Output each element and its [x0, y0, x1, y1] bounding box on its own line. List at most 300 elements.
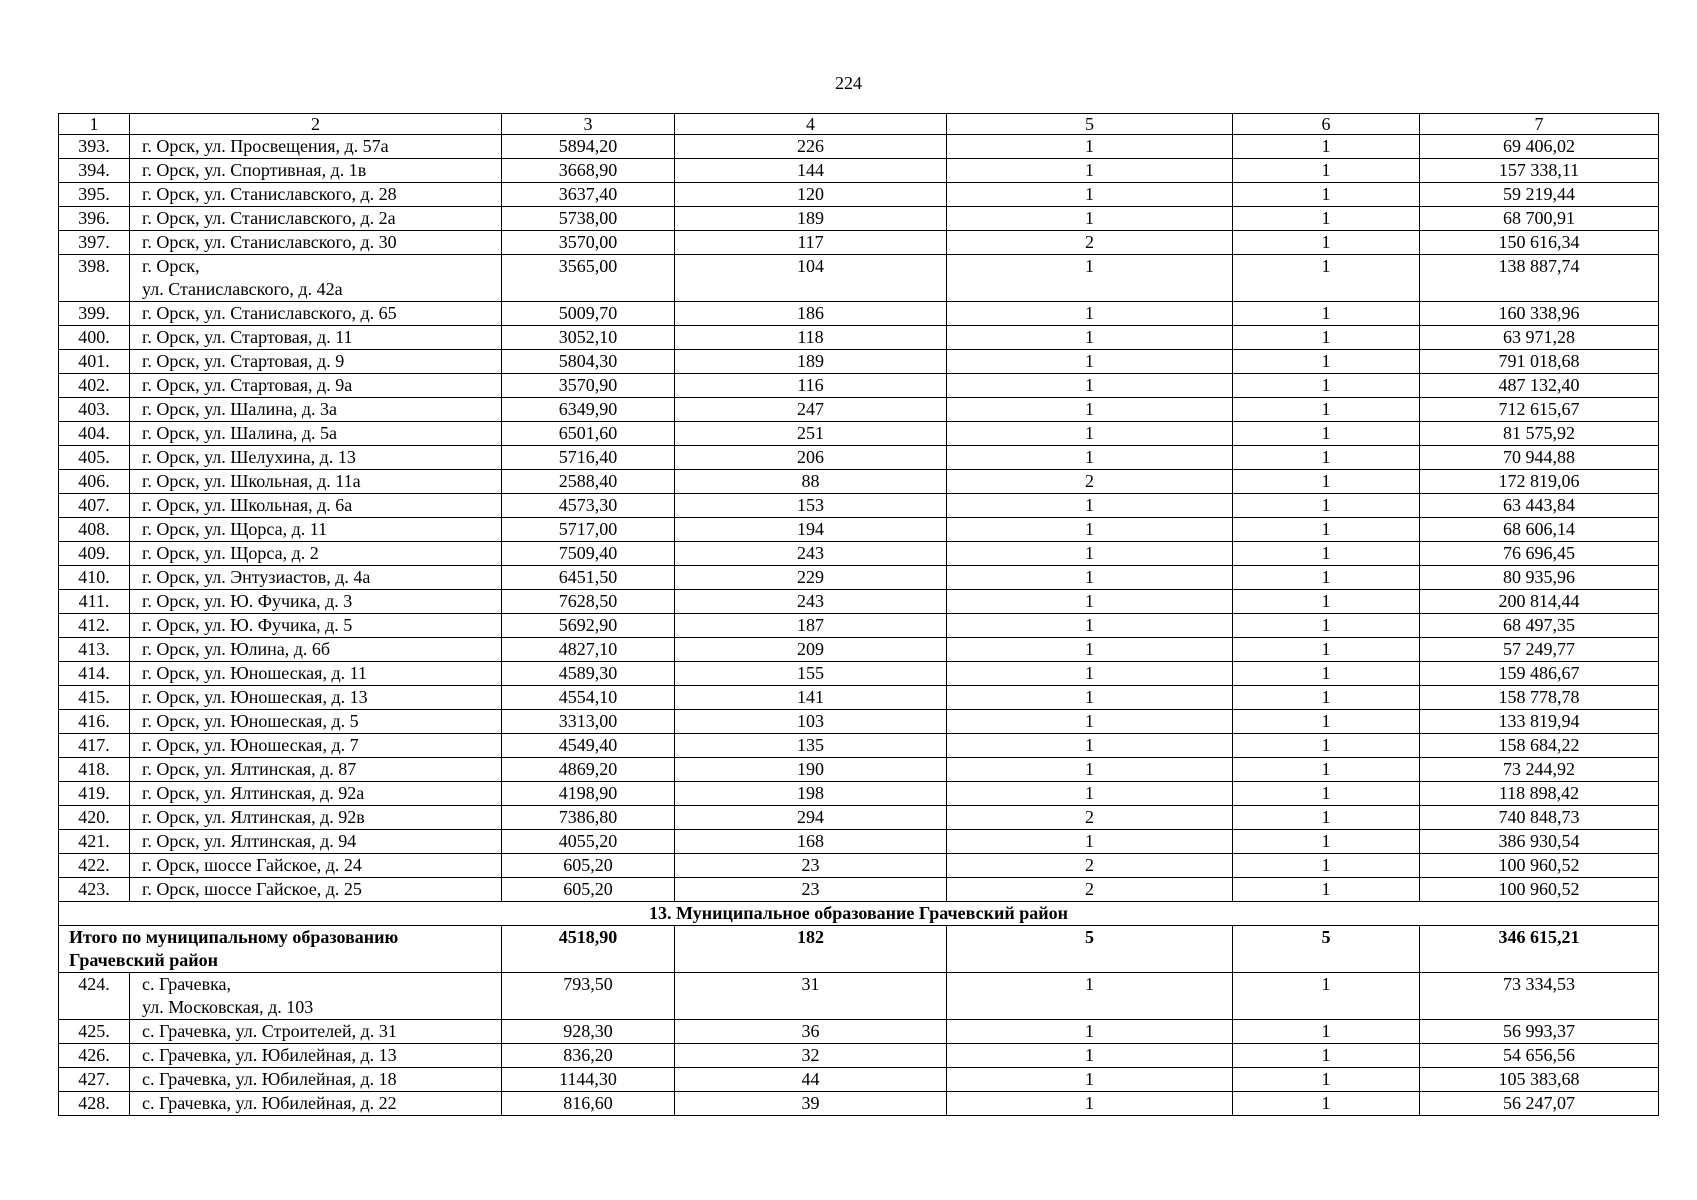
table-row — [59, 758, 1659, 782]
count-cell: 1 — [1233, 734, 1420, 758]
area-cell: 6501,60 — [502, 422, 675, 446]
area-cell: 5716,40 — [502, 446, 675, 470]
count-cell: 1 — [1233, 398, 1420, 422]
count-cell: 1 — [947, 350, 1233, 374]
count-cell: 1 — [947, 614, 1233, 638]
count-cell: 1 — [1233, 422, 1420, 446]
count-cell: 1 — [1233, 1044, 1420, 1068]
residents-cell: 23 — [675, 854, 947, 878]
table-row — [59, 542, 1659, 566]
address-cell: г. Орск, ул. Шалина, д. 3а — [130, 398, 502, 422]
table-row — [59, 302, 1659, 326]
address-cell: г. Орск, ул. Юлина, д. 6б — [130, 638, 502, 662]
residents-cell: 247 — [675, 398, 947, 422]
section-heading-row — [59, 902, 1659, 926]
count-cell: 1 — [1233, 878, 1420, 902]
row-number: 423. — [59, 878, 130, 902]
residents-cell: 251 — [675, 422, 947, 446]
count-cell: 1 — [947, 566, 1233, 590]
total-count: 5 — [947, 926, 1233, 973]
count-cell: 1 — [947, 255, 1233, 302]
row-number: 395. — [59, 183, 130, 207]
row-number: 399. — [59, 302, 130, 326]
count-cell: 1 — [1233, 830, 1420, 854]
row-number: 427. — [59, 1068, 130, 1092]
count-cell: 1 — [1233, 350, 1420, 374]
count-cell: 1 — [947, 1092, 1233, 1116]
address-cell: г. Орск, ул. Стартовая, д. 11 — [130, 326, 502, 350]
cost-cell: 712 615,67 — [1420, 398, 1659, 422]
cost-cell: 100 960,52 — [1420, 878, 1659, 902]
area-cell: 1144,30 — [502, 1068, 675, 1092]
table-row — [59, 207, 1659, 231]
total-row — [59, 926, 1659, 973]
housing-register-table — [58, 113, 1659, 1116]
residents-cell: 32 — [675, 1044, 947, 1068]
count-cell: 1 — [947, 374, 1233, 398]
table-row — [59, 446, 1659, 470]
row-number: 419. — [59, 782, 130, 806]
count-cell: 1 — [1233, 470, 1420, 494]
cost-cell: 160 338,96 — [1420, 302, 1659, 326]
table-row — [59, 710, 1659, 734]
column-header: 3 — [502, 114, 675, 135]
area-cell: 4549,40 — [502, 734, 675, 758]
area-cell: 4198,90 — [502, 782, 675, 806]
address-cell: г. Орск, шоссе Гайское, д. 25 — [130, 878, 502, 902]
address-cell: г. Орск, ул. Стартовая, д. 9а — [130, 374, 502, 398]
table-row — [59, 374, 1659, 398]
residents-cell: 103 — [675, 710, 947, 734]
residents-cell: 135 — [675, 734, 947, 758]
cost-cell: 158 684,22 — [1420, 734, 1659, 758]
cell-line: ул. Станиславского, д. 42а — [142, 279, 343, 299]
residents-cell: 209 — [675, 638, 947, 662]
page-number: 224 — [835, 73, 862, 93]
residents-cell: 153 — [675, 494, 947, 518]
cost-cell: 105 383,68 — [1420, 1068, 1659, 1092]
area-cell: 605,20 — [502, 878, 675, 902]
area-cell: 4055,20 — [502, 830, 675, 854]
table-row — [59, 1044, 1659, 1068]
address-cell — [130, 973, 502, 1020]
cost-cell: 54 656,56 — [1420, 1044, 1659, 1068]
table-row — [59, 830, 1659, 854]
cost-cell: 59 219,44 — [1420, 183, 1659, 207]
address-cell: г. Орск, ул. Станиславского, д. 2а — [130, 207, 502, 231]
count-cell: 1 — [1233, 1020, 1420, 1044]
cell-line: г. Орск, — [142, 256, 200, 276]
column-header: 4 — [675, 114, 947, 135]
residents-cell: 168 — [675, 830, 947, 854]
address-cell: г. Орск, ул. Юношеская, д. 5 — [130, 710, 502, 734]
count-cell: 1 — [947, 398, 1233, 422]
count-cell: 1 — [947, 1068, 1233, 1092]
table-row — [59, 638, 1659, 662]
residents-cell: 187 — [675, 614, 947, 638]
table-row — [59, 494, 1659, 518]
table-row — [59, 662, 1659, 686]
column-header: 5 — [947, 114, 1233, 135]
count-cell: 2 — [947, 470, 1233, 494]
area-cell: 2588,40 — [502, 470, 675, 494]
table-row — [59, 854, 1659, 878]
count-cell: 1 — [947, 518, 1233, 542]
row-number: 404. — [59, 422, 130, 446]
cost-cell: 70 944,88 — [1420, 446, 1659, 470]
area-cell: 836,20 — [502, 1044, 675, 1068]
residents-cell: 189 — [675, 350, 947, 374]
column-header: 6 — [1233, 114, 1420, 135]
cost-cell: 63 971,28 — [1420, 326, 1659, 350]
total-area: 4518,90 — [502, 926, 675, 973]
count-cell: 1 — [1233, 135, 1420, 159]
cost-cell: 138 887,74 — [1420, 255, 1659, 302]
count-cell: 1 — [1233, 806, 1420, 830]
area-cell: 928,30 — [502, 1020, 675, 1044]
row-number: 403. — [59, 398, 130, 422]
count-cell: 1 — [1233, 973, 1420, 1020]
cost-cell: 81 575,92 — [1420, 422, 1659, 446]
row-number: 409. — [59, 542, 130, 566]
area-cell: 816,60 — [502, 1092, 675, 1116]
area-cell: 5894,20 — [502, 135, 675, 159]
area-cell: 5738,00 — [502, 207, 675, 231]
table-row — [59, 231, 1659, 255]
cost-cell: 56 247,07 — [1420, 1092, 1659, 1116]
cost-cell: 76 696,45 — [1420, 542, 1659, 566]
table-row — [59, 973, 1659, 1020]
area-cell: 4589,30 — [502, 662, 675, 686]
row-number: 393. — [59, 135, 130, 159]
count-cell: 1 — [947, 590, 1233, 614]
address-cell: г. Орск, ул. Школьная, д. 11а — [130, 470, 502, 494]
address-cell: г. Орск, ул. Школьная, д. 6а — [130, 494, 502, 518]
address-cell: г. Орск, ул. Юношеская, д. 11 — [130, 662, 502, 686]
table-row — [59, 614, 1659, 638]
residents-cell: 31 — [675, 973, 947, 1020]
residents-cell: 116 — [675, 374, 947, 398]
address-cell: с. Грачевка, ул. Строителей, д. 31 — [130, 1020, 502, 1044]
count-cell: 1 — [947, 542, 1233, 566]
table-row — [59, 590, 1659, 614]
count-cell: 1 — [947, 422, 1233, 446]
cost-cell: 118 898,42 — [1420, 782, 1659, 806]
residents-cell: 194 — [675, 518, 947, 542]
row-number: 422. — [59, 854, 130, 878]
count-cell: 1 — [1233, 494, 1420, 518]
count-cell: 1 — [1233, 1068, 1420, 1092]
row-number: 398. — [59, 255, 130, 302]
residents-cell: 294 — [675, 806, 947, 830]
residents-cell: 155 — [675, 662, 947, 686]
count-cell: 2 — [947, 806, 1233, 830]
table-row — [59, 326, 1659, 350]
count-cell: 1 — [1233, 374, 1420, 398]
area-cell: 5692,90 — [502, 614, 675, 638]
residents-cell: 120 — [675, 183, 947, 207]
count-cell: 1 — [947, 686, 1233, 710]
count-cell: 1 — [1233, 758, 1420, 782]
row-number: 413. — [59, 638, 130, 662]
address-cell: г. Орск, ул. Просвещения, д. 57а — [130, 135, 502, 159]
area-cell: 7509,40 — [502, 542, 675, 566]
table-row — [59, 806, 1659, 830]
area-cell: 605,20 — [502, 854, 675, 878]
residents-cell: 186 — [675, 302, 947, 326]
address-cell: г. Орск, ул. Ялтинская, д. 94 — [130, 830, 502, 854]
table-row — [59, 686, 1659, 710]
residents-cell: 144 — [675, 159, 947, 183]
residents-cell: 198 — [675, 782, 947, 806]
table-row — [59, 1092, 1659, 1116]
area-cell: 6349,90 — [502, 398, 675, 422]
area-cell: 4573,30 — [502, 494, 675, 518]
area-cell: 3313,00 — [502, 710, 675, 734]
address-cell: г. Орск, ул. Спортивная, д. 1в — [130, 159, 502, 183]
table-row — [59, 422, 1659, 446]
column-header: 7 — [1420, 114, 1659, 135]
row-number: 426. — [59, 1044, 130, 1068]
count-cell: 1 — [1233, 302, 1420, 326]
row-number: 407. — [59, 494, 130, 518]
cost-cell: 63 443,84 — [1420, 494, 1659, 518]
area-cell: 793,50 — [502, 973, 675, 1020]
row-number: 400. — [59, 326, 130, 350]
total-cost: 346 615,21 — [1420, 926, 1659, 973]
cell-line: Итого по муниципальному образованию — [69, 927, 399, 947]
area-cell: 3637,40 — [502, 183, 675, 207]
count-cell: 1 — [1233, 255, 1420, 302]
count-cell: 1 — [947, 734, 1233, 758]
residents-cell: 206 — [675, 446, 947, 470]
residents-cell: 39 — [675, 1092, 947, 1116]
row-number: 414. — [59, 662, 130, 686]
total-residents: 182 — [675, 926, 947, 973]
count-cell: 1 — [947, 207, 1233, 231]
address-cell: г. Орск, ул. Юношеская, д. 7 — [130, 734, 502, 758]
residents-cell: 243 — [675, 590, 947, 614]
cost-cell: 133 819,94 — [1420, 710, 1659, 734]
count-cell: 1 — [947, 302, 1233, 326]
address-cell: г. Орск, ул. Шалина, д. 5а — [130, 422, 502, 446]
area-cell: 3570,00 — [502, 231, 675, 255]
address-cell: г. Орск, ул. Щорса, д. 2 — [130, 542, 502, 566]
row-number: 420. — [59, 806, 130, 830]
residents-cell: 190 — [675, 758, 947, 782]
table-body — [59, 114, 1659, 1116]
table-row — [59, 470, 1659, 494]
row-number: 394. — [59, 159, 130, 183]
count-cell: 1 — [1233, 710, 1420, 734]
residents-cell: 141 — [675, 686, 947, 710]
count-cell: 1 — [947, 1020, 1233, 1044]
row-number: 418. — [59, 758, 130, 782]
address-cell: г. Орск, ул. Щорса, д. 11 — [130, 518, 502, 542]
residents-cell: 229 — [675, 566, 947, 590]
count-cell: 1 — [1233, 518, 1420, 542]
residents-cell: 118 — [675, 326, 947, 350]
count-cell: 1 — [1233, 542, 1420, 566]
area-cell: 6451,50 — [502, 566, 675, 590]
table-row — [59, 518, 1659, 542]
count-cell: 1 — [947, 973, 1233, 1020]
total-label — [59, 926, 502, 973]
cost-cell: 56 993,37 — [1420, 1020, 1659, 1044]
cost-cell: 172 819,06 — [1420, 470, 1659, 494]
count-cell: 1 — [1233, 231, 1420, 255]
count-cell: 1 — [1233, 662, 1420, 686]
area-cell: 3565,00 — [502, 255, 675, 302]
count-cell: 1 — [947, 446, 1233, 470]
residents-cell: 104 — [675, 255, 947, 302]
area-cell: 5804,30 — [502, 350, 675, 374]
address-cell: г. Орск, шоссе Гайское, д. 24 — [130, 854, 502, 878]
address-cell: г. Орск, ул. Юношеская, д. 13 — [130, 686, 502, 710]
row-number: 425. — [59, 1020, 130, 1044]
table-row — [59, 159, 1659, 183]
area-cell: 5009,70 — [502, 302, 675, 326]
table-row — [59, 398, 1659, 422]
address-cell: г. Орск, ул. Станиславского, д. 65 — [130, 302, 502, 326]
count-cell: 2 — [947, 854, 1233, 878]
area-cell: 5717,00 — [502, 518, 675, 542]
cost-cell: 740 848,73 — [1420, 806, 1659, 830]
cost-cell: 73 334,53 — [1420, 973, 1659, 1020]
address-cell: г. Орск, ул. Станиславского, д. 28 — [130, 183, 502, 207]
residents-cell: 44 — [675, 1068, 947, 1092]
count-cell: 1 — [1233, 782, 1420, 806]
row-number: 405. — [59, 446, 130, 470]
row-number: 417. — [59, 734, 130, 758]
residents-cell: 189 — [675, 207, 947, 231]
table-row — [59, 566, 1659, 590]
address-cell: с. Грачевка, ул. Юбилейная, д. 18 — [130, 1068, 502, 1092]
residents-cell: 243 — [675, 542, 947, 566]
address-cell: г. Орск, ул. Ю. Фучика, д. 5 — [130, 614, 502, 638]
count-cell: 1 — [947, 135, 1233, 159]
count-cell: 1 — [947, 638, 1233, 662]
cost-cell: 100 960,52 — [1420, 854, 1659, 878]
table-row — [59, 734, 1659, 758]
cell-line: Грачевский район — [69, 950, 219, 970]
cost-cell: 158 778,78 — [1420, 686, 1659, 710]
residents-cell: 226 — [675, 135, 947, 159]
residents-cell: 117 — [675, 231, 947, 255]
address-cell: г. Орск, ул. Ялтинская, д. 92а — [130, 782, 502, 806]
cost-cell: 150 616,34 — [1420, 231, 1659, 255]
area-cell: 4827,10 — [502, 638, 675, 662]
address-cell: г. Орск, ул. Энтузиастов, д. 4а — [130, 566, 502, 590]
count-cell: 1 — [947, 662, 1233, 686]
count-cell: 1 — [1233, 638, 1420, 662]
cost-cell: 386 930,54 — [1420, 830, 1659, 854]
count-cell: 1 — [947, 326, 1233, 350]
row-number: 416. — [59, 710, 130, 734]
address-cell: г. Орск, ул. Ю. Фучика, д. 3 — [130, 590, 502, 614]
address-cell: г. Орск, ул. Ялтинская, д. 87 — [130, 758, 502, 782]
cell-line: с. Грачевка, — [142, 974, 232, 994]
cost-cell: 68 497,35 — [1420, 614, 1659, 638]
count-cell: 1 — [1233, 183, 1420, 207]
row-number: 402. — [59, 374, 130, 398]
count-cell: 1 — [947, 758, 1233, 782]
area-cell: 4869,20 — [502, 758, 675, 782]
table-row — [59, 878, 1659, 902]
row-number: 397. — [59, 231, 130, 255]
count-cell: 1 — [947, 494, 1233, 518]
cost-cell: 487 132,40 — [1420, 374, 1659, 398]
table-row — [59, 782, 1659, 806]
cost-cell: 73 244,92 — [1420, 758, 1659, 782]
count-cell: 1 — [1233, 326, 1420, 350]
count-cell: 1 — [947, 1044, 1233, 1068]
cost-cell: 57 249,77 — [1420, 638, 1659, 662]
total-count: 5 — [1233, 926, 1420, 973]
count-cell: 1 — [947, 782, 1233, 806]
residents-cell: 88 — [675, 470, 947, 494]
row-number: 406. — [59, 470, 130, 494]
count-cell: 1 — [1233, 566, 1420, 590]
section-title: 13. Муниципальное образование Грачевский район — [59, 902, 1659, 926]
table-row — [59, 183, 1659, 207]
row-number: 410. — [59, 566, 130, 590]
column-header: 2 — [130, 114, 502, 135]
count-cell: 1 — [947, 159, 1233, 183]
cost-cell: 159 486,67 — [1420, 662, 1659, 686]
row-number: 411. — [59, 590, 130, 614]
count-cell: 1 — [1233, 614, 1420, 638]
cell-line: ул. Московская, д. 103 — [142, 997, 314, 1017]
count-cell: 1 — [1233, 1092, 1420, 1116]
area-cell: 4554,10 — [502, 686, 675, 710]
address-cell: с. Грачевка, ул. Юбилейная, д. 13 — [130, 1044, 502, 1068]
count-cell: 1 — [1233, 590, 1420, 614]
count-cell: 1 — [1233, 446, 1420, 470]
table-row — [59, 1020, 1659, 1044]
count-cell: 1 — [1233, 686, 1420, 710]
count-cell: 1 — [947, 710, 1233, 734]
column-header: 1 — [59, 114, 130, 135]
row-number: 424. — [59, 973, 130, 1020]
count-cell: 1 — [1233, 207, 1420, 231]
residents-cell: 36 — [675, 1020, 947, 1044]
area-cell: 3052,10 — [502, 326, 675, 350]
table-row — [59, 1068, 1659, 1092]
cost-cell: 80 935,96 — [1420, 566, 1659, 590]
row-number: 428. — [59, 1092, 130, 1116]
row-number: 421. — [59, 830, 130, 854]
area-cell: 3668,90 — [502, 159, 675, 183]
count-cell: 1 — [1233, 854, 1420, 878]
cost-cell: 200 814,44 — [1420, 590, 1659, 614]
row-number: 408. — [59, 518, 130, 542]
table-row — [59, 350, 1659, 374]
cost-cell: 68 700,91 — [1420, 207, 1659, 231]
residents-cell: 23 — [675, 878, 947, 902]
address-cell: г. Орск, ул. Стартовая, д. 9 — [130, 350, 502, 374]
cost-cell: 69 406,02 — [1420, 135, 1659, 159]
row-number: 415. — [59, 686, 130, 710]
row-number: 412. — [59, 614, 130, 638]
table-row — [59, 255, 1659, 302]
count-cell: 2 — [947, 231, 1233, 255]
table-row — [59, 135, 1659, 159]
address-cell — [130, 255, 502, 302]
row-number: 401. — [59, 350, 130, 374]
area-cell: 3570,90 — [502, 374, 675, 398]
count-cell: 2 — [947, 878, 1233, 902]
